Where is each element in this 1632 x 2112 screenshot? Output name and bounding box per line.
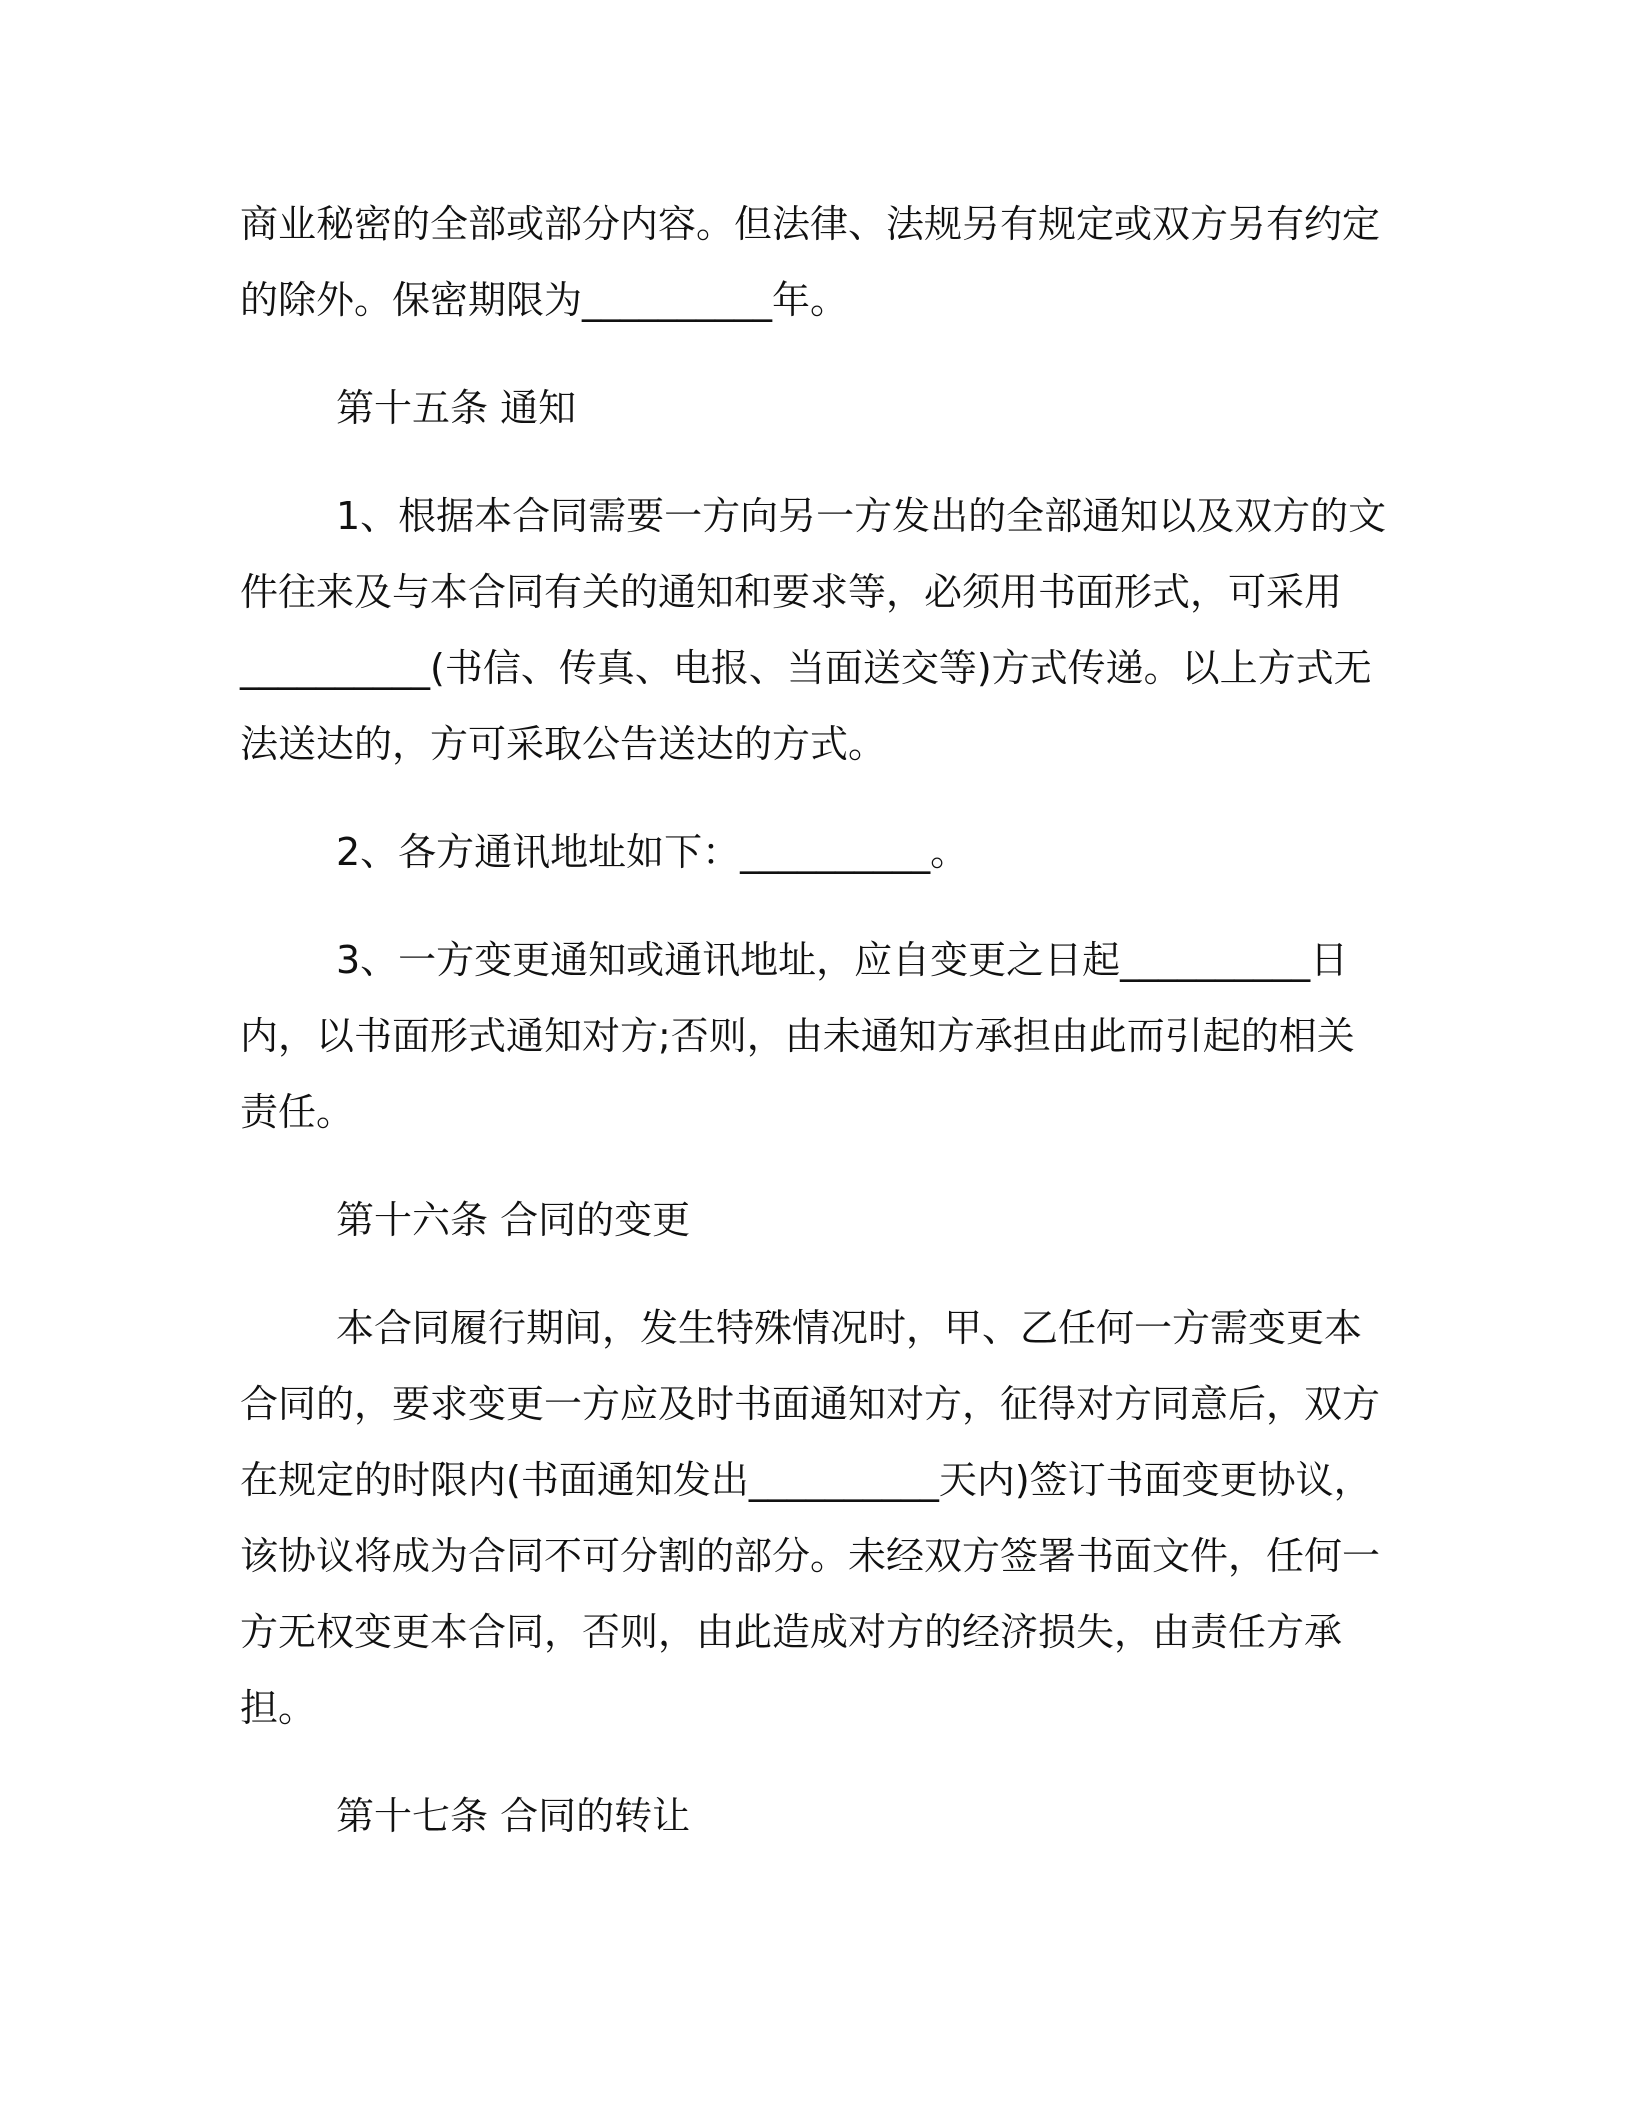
document-body [240,186,1392,1886]
section-heading-article-16: 第十六条 合同的变更 [336,1198,691,1242]
paragraph-notice-clause-3: 3、一方变更通知或通讯地址，应自变更之日起__________日内，以书面形式通知对方;否则，由未通知方承担由此而引起的相关责任。 [240,938,1355,1134]
paragraph-contract-change: 本合同履行期间，发生特殊情况时，甲、乙任何一方需变更本合同的，要求变更一方应及时书面通知对方，征得对方同意后，双方在规定的时限内(书面通知发出__________天内)签订书面变更协议，该协议将成为合同不可分割的部分。未经双方签署书面文件，任何一方无权变更本合同，否则，由此造成对方的经济损失，由责任方承担。 [240,1306,1381,1730]
paragraph-notice-clause-1: 1、根据本合同需要一方向另一方发出的全部通知以及双方的文件往来及与本合同有关的通知和要求等，必须用书面形式，可采用__________(书信、传真、电报、当面送交等)方式传递。以上方式无法送达的，方可采取公告送达的方式。 [240,494,1387,766]
paragraph-confidentiality-continued: 商业秘密的全部或部分内容。但法律、法规另有规定或双方另有约定的除外。保密期限为__________年。 [240,202,1381,322]
paragraph-notice-clause-2: 2、各方通讯地址如下：__________。 [336,830,969,874]
section-heading-article-15: 第十五条 通知 [336,386,577,430]
section-heading-article-17: 第十七条 合同的转让 [336,1794,691,1838]
